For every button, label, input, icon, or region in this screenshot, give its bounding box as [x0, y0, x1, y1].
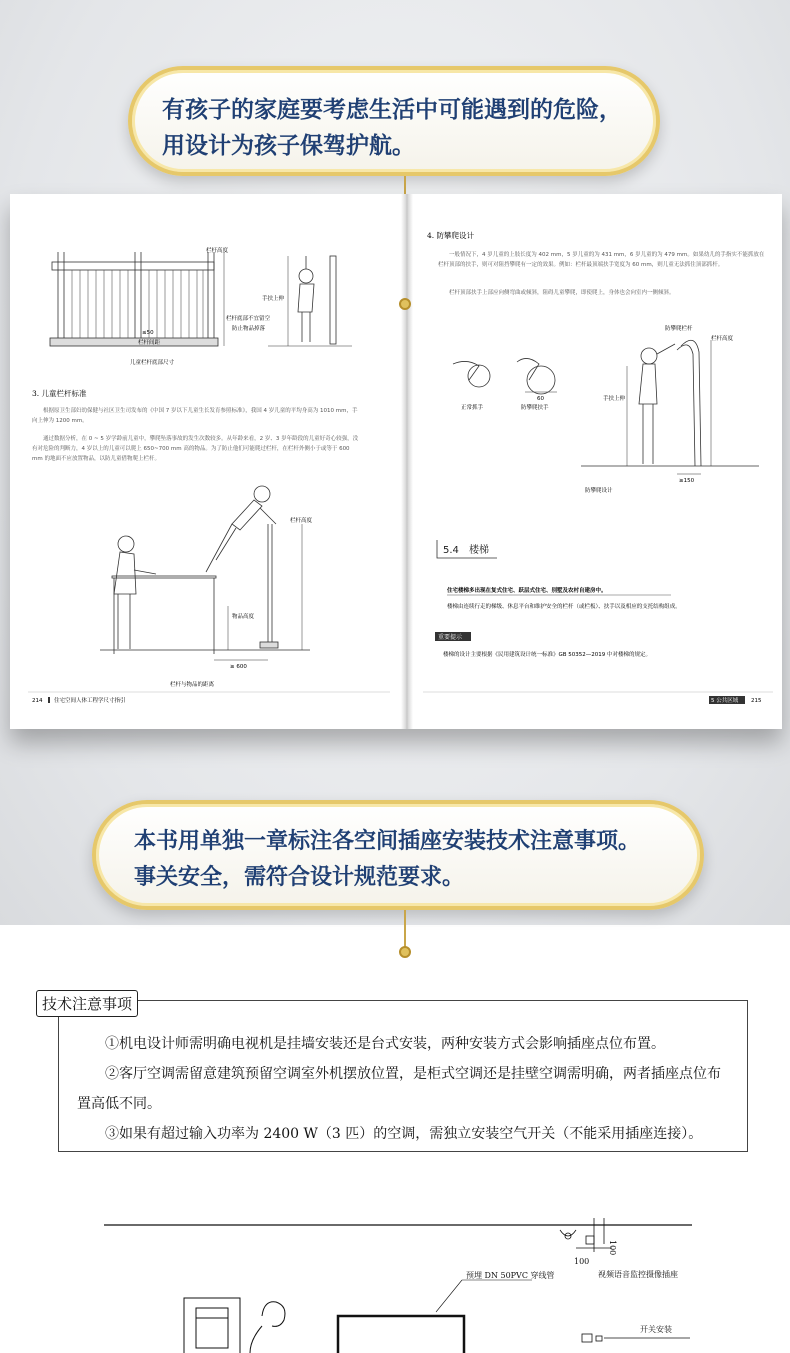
tip-text: 楼梯的设计主要根据《民用建筑设计统一标准》GB 50352—2019 中对楼梯的规定。: [443, 652, 652, 658]
notes-item-2: ②客厅空调需留意建筑预留空调室外机摆放位置，是柜式空调还是挂壁空调需明确，两者插座点位布置高低不同。: [77, 1066, 721, 1112]
figure2-label-railing-height: 栏杆高度: [290, 518, 313, 524]
middle-callout-line-1: 本书用单独一章标注各空间插座安装技术注意事项。: [134, 829, 641, 854]
grip-label-60: 60: [537, 396, 544, 402]
middle-connector-line: [404, 910, 406, 948]
socket-symbol: [576, 1218, 612, 1252]
top-callout-line-1: 有孩子的家庭要考虑生活中可能遇到的危险，: [162, 97, 622, 123]
right-section-title: 4. 防攀爬设计: [427, 231, 475, 240]
chapter-title: 楼梯: [469, 545, 489, 556]
anti-climb-label-reach: 手扶上伸: [603, 396, 626, 402]
switch-symbol: [582, 1334, 690, 1342]
figure2-label-object-height: 物品高度: [232, 614, 255, 620]
notes-title: 技术注意事项: [36, 990, 138, 1017]
left-para-2: 通过数据分析，在 0 ~ 5 岁学龄前儿童中，攀爬坠落事故的发生次数较多。从年龄来看，2 岁、3 岁年龄段的儿童好奇心较强，没有对危险的判断力，4 岁以上的儿童可以爬上 650~700 mm 高的物品。为了防止他们可能爬过栏杆，在栏杆外侧小于或等于 600 mm 的地面不应放置物品，以防儿童借物爬上栏杆。: [32, 436, 359, 462]
child-reaching-figure: [298, 256, 336, 344]
railing-label-height: 栏杆高度: [206, 248, 229, 254]
figure2-label-distance: ≥ 600: [230, 664, 247, 670]
railing-balusters: [72, 270, 203, 338]
right-para-2: 栏杆顶部扶手上部应向侧弯曲或倾斜，阻碍儿童攀爬，即使爬上，身体也会向室内一侧倾斜。: [449, 290, 675, 296]
dimension-100-horizontal: 100: [574, 1257, 590, 1266]
book-spread: [10, 194, 782, 729]
right-page-figures: [413, 194, 782, 729]
dimension-100-vertical: 100: [608, 1240, 617, 1256]
tip-badge: 重要提示: [438, 634, 463, 641]
right-footer-page: 215: [751, 698, 762, 704]
anti-climb-figure: [581, 340, 759, 466]
television-figure: [338, 1316, 464, 1353]
anti-climb-label-150: ≥150: [679, 478, 695, 484]
notes-item-1: ①机电设计师需明确电视机是挂墙安装还是台式安装，两种安装方式会影响插座点位布置。: [105, 1036, 665, 1052]
top-callout-line-2: 用设计为孩子保驾护航。: [162, 133, 415, 159]
label-conduit: 预埋 DN 50PVC 穿线管: [466, 1271, 555, 1280]
cabinet-figure: [184, 1298, 240, 1353]
middle-callout: [92, 800, 704, 910]
camera-icon: [560, 1230, 576, 1239]
railing-figure: [50, 252, 218, 346]
grip-figures: [453, 358, 557, 394]
grip-label-anti-climb: 防攀爬扶手: [521, 405, 549, 411]
railing-label-spacing: 栏杆间距: [138, 340, 161, 346]
top-connector-dot: [399, 298, 411, 310]
anti-climb-caption: 防攀爬设计: [585, 488, 613, 494]
notes-item-3: ③如果有超过输入功率为 2400 W（3 匹）的空调，需独立安装空气开关（不能采用插座连接）。: [105, 1126, 703, 1142]
chapter-number: 5.4: [443, 545, 459, 556]
railing-label-reach: 手扶上伸: [262, 296, 285, 302]
railing-label-gap-value: ≤50: [142, 330, 154, 336]
top-callout: [128, 66, 660, 176]
middle-connector-dot: [399, 946, 411, 958]
left-section-title: 3. 儿童栏杆标准: [32, 389, 87, 398]
label-camera-socket: 视频语音监控摄像插座: [598, 1270, 678, 1279]
railing-label-no-gap: 栏杆底部不宜留空: [226, 316, 271, 322]
book-gutter: [401, 194, 413, 729]
climbing-child-figure: [100, 486, 310, 654]
figure2-dimension-lines: [214, 524, 302, 660]
label-switch: 开关安装: [640, 1325, 672, 1334]
wiring-diagram: [0, 1200, 790, 1353]
stair-lead: 住宅楼梯多出现在复式住宅、跃层式住宅、别墅及农村自建房中。: [447, 588, 607, 594]
left-footer-title: 住宅空间人体工程学尺寸指引: [54, 698, 126, 704]
right-para-1: 一般情况下，4 岁儿童的上肢长度为 402 mm，5 岁儿童的为 431 mm，6 岁儿童的为 479 mm。如果幼儿的手指实不能抓放在栏杆顶部的扶手，则可对阻挡攀爬有一定的效果。例如：栏杆最顶端扶手宽度为 60 mm，则儿童无法抓住顶部抓杆。: [438, 252, 765, 268]
stair-description: 楼梯由连续行走的梯级、休息平台和维护安全的栏杆（或栏板）、扶手以及相应的支托结构组成。: [447, 604, 681, 610]
middle-callout-line-2: 事关安全，需符合设计规范要求。: [134, 865, 465, 890]
anti-climb-dimension-lines: [627, 340, 711, 474]
left-para-1: 根据原卫生部妇幼保健与社区卫生司发布的《中国 7 岁以下儿童生长发育参照标准》，我国 4 岁儿童的平均身高为 1010 mm，手向上伸为 1200 mm。: [32, 408, 358, 424]
person-figure: [250, 1302, 285, 1353]
notes-box: [58, 1000, 748, 1152]
grip-label-normal: 正常抓手: [461, 405, 484, 411]
anti-climb-label-height: 栏杆高度: [711, 336, 734, 342]
left-footer-page: 214: [32, 698, 43, 704]
figure2-caption: 栏杆与物品的距离: [170, 682, 215, 688]
railing-caption: 儿童栏杆底部尺寸: [130, 360, 175, 366]
railing-label-prevent: 防止物品掉落: [232, 326, 266, 332]
anti-climb-label-railing: 防攀爬栏杆: [665, 326, 693, 332]
right-footer-chapter: 5 公共区域: [711, 698, 739, 704]
